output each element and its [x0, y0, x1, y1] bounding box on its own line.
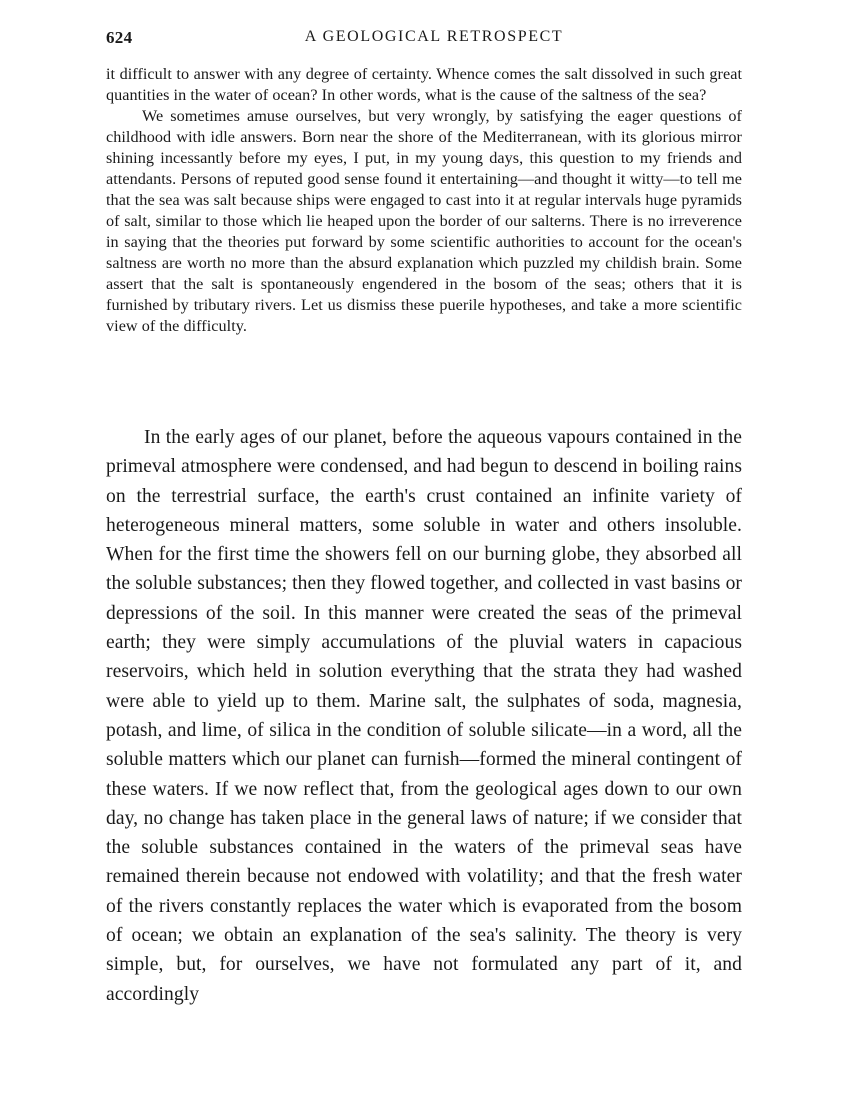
running-title: A GEOLOGICAL RETROSPECT [304, 28, 564, 45]
page-number: 624 [106, 28, 133, 47]
quote-paragraph: it difficult to answer with any degree of certainty. Whence comes the salt dissolved in such great quantities in the water of ocean? In other words, what is the cause of the saltness of the sea? [106, 65, 742, 104]
body-text [106, 423, 742, 1009]
quote-paragraph: We sometimes amuse ourselves, but very wrongly, by satisfying the eager questions of childhood with idle answers. Born near the shore of the Mediterranean, with its glorious mirror shining incessantly before my eyes, I put, in my young days, this question to my friends and attendants. Persons of reputed good sense found it entertaining—and thought it witty—to tell me that the sea was salt because ships were engaged to cast into it at regular intervals huge pyramids of salt, similar to those which lie heaped upon the border of our salterns. There is no irreverence in saying that the theories put forward by some scientific authorities to account for the ocean's saltness are worth no more than the absurd explanation which puzzled my childish brain. Some assert that the salt is spontaneously engendered in the bosom of the seas; others that it is furnished by tributary rivers. Let us dismiss these puerile hypotheses, and take a more scientific view of the difficulty. [106, 107, 742, 335]
running-head [106, 28, 742, 50]
quoted-passage [106, 64, 742, 337]
body-paragraph: In the early ages of our planet, before the aqueous vapours contained in the primeval atmosphere were condensed, and had begun to descend in boiling rains on the terrestrial surface, the earth's crust contained an infinite variety of heterogeneous mineral matters, some soluble in water and others insoluble. When for the first time the showers fell on our burning globe, they absorbed all the soluble substances; then they flowed together, and collected in vast basins or depressions of the soil. In this manner were created the seas of the primeval earth; they were simply accumulations of the pluvial waters in capacious reservoirs, which held in solution everything that the strata they had washed were able to yield up to them. Marine salt, the sulphates of soda, magnesia, potash, and lime, of silica in the condition of soluble silicate—in a word, all the soluble matters which our planet can furnish—formed the mineral contingent of these waters. If we now reflect that, from the geological ages down to our own day, no change has taken place in the general laws of nature; if we consider that the soluble substances contained in the waters of the primeval seas have remained therein because not endowed with volatility; and that the fresh water of the rivers constantly replaces the water which is evaporated from the bosom of ocean; we obtain an explanation of the sea's salinity. The theory is very simple, but, for ourselves, we have not formulated any part of it, and accordingly [106, 427, 742, 1005]
